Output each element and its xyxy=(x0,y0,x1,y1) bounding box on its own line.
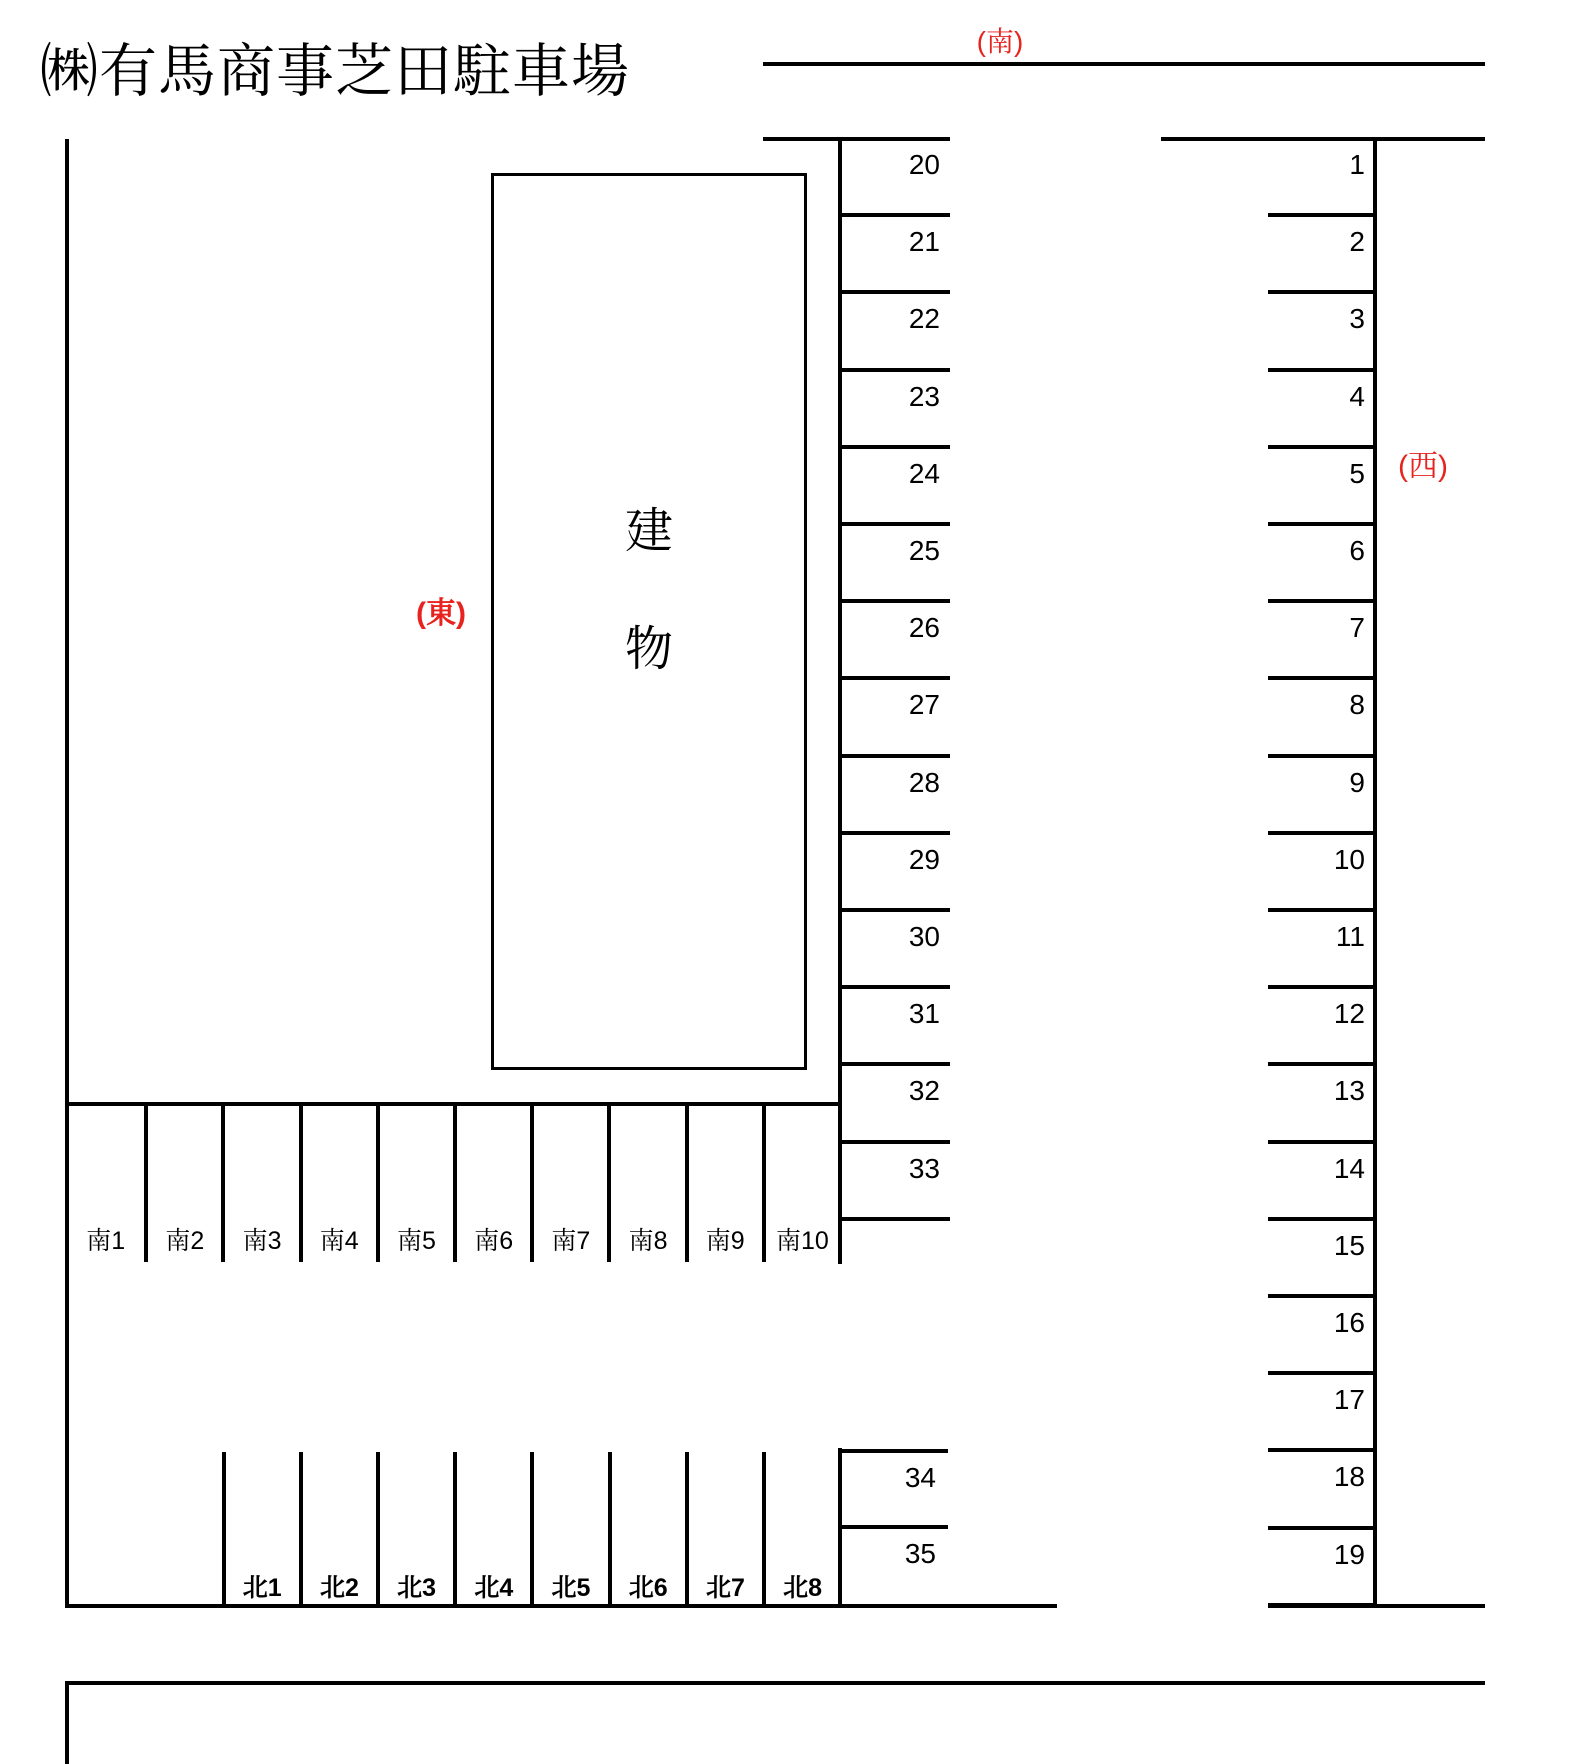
direction-label-east: (東) xyxy=(416,597,466,630)
stall-26: 26 xyxy=(842,603,950,680)
stall-13: 13 xyxy=(1268,1066,1375,1143)
building-label-char: 建 xyxy=(624,505,673,558)
stall-27: 27 xyxy=(842,680,950,757)
stall-18: 18 xyxy=(1268,1452,1375,1529)
stall-south-1: 南1 xyxy=(86,1227,126,1255)
stall-10: 10 xyxy=(1268,835,1375,912)
stall-south-4: 南4 xyxy=(299,1106,376,1262)
stall-19: 19 xyxy=(1268,1530,1375,1607)
stall-south-7: 南7 xyxy=(530,1106,607,1262)
stall-23: 23 xyxy=(842,372,950,449)
stall-32: 32 xyxy=(842,1066,950,1143)
stall-24: 24 xyxy=(842,449,950,526)
stall-south-6: 南6 xyxy=(453,1106,530,1262)
stall-south-3: 南3 xyxy=(221,1106,298,1262)
stall-31: 31 xyxy=(842,989,950,1066)
stall-north-1: 北1 xyxy=(222,1452,299,1607)
south-road-edge-line xyxy=(763,62,1485,66)
left-boundary-line xyxy=(65,139,69,1606)
stall-14: 14 xyxy=(1268,1144,1375,1221)
stall-7: 7 xyxy=(1268,603,1375,680)
stall-north-6: 北6 xyxy=(608,1452,685,1607)
stall-9: 9 xyxy=(1268,758,1375,835)
stall-south-10: 南10 xyxy=(762,1106,839,1262)
stall-22: 22 xyxy=(842,294,950,371)
stall-20: 20 xyxy=(842,140,950,217)
stall-north-5: 北5 xyxy=(530,1452,607,1607)
stall-south-9: 南9 xyxy=(685,1106,762,1262)
stall-3: 3 xyxy=(1268,294,1375,371)
stall-11: 11 xyxy=(1268,912,1375,989)
stall-1: 1 xyxy=(1268,140,1375,217)
stall-17: 17 xyxy=(1268,1375,1375,1452)
stall-15: 15 xyxy=(1268,1221,1375,1298)
stall-29: 29 xyxy=(842,835,950,912)
stall-34: 34 xyxy=(838,1449,948,1529)
direction-label-south: (南) xyxy=(976,26,1024,57)
stall-north-7: 北7 xyxy=(685,1452,762,1607)
building-outline xyxy=(491,173,807,1070)
stall-north-4: 北4 xyxy=(453,1452,530,1607)
stall-south-8: 南8 xyxy=(607,1106,684,1262)
stall-north-8: 北8 xyxy=(762,1452,839,1607)
stall-12: 12 xyxy=(1268,989,1375,1066)
stall-south-5: 南5 xyxy=(376,1106,453,1262)
stall-south-2: 南2 xyxy=(144,1106,221,1262)
direction-label-west: (西) xyxy=(1398,450,1448,483)
stall-north-3: 北3 xyxy=(376,1452,453,1607)
stall-2: 2 xyxy=(1268,217,1375,294)
stall-north-2: 北2 xyxy=(299,1452,376,1607)
bottom-area-left-line xyxy=(65,1681,69,1764)
stall-5: 5 xyxy=(1268,449,1375,526)
bottom-area-top-line xyxy=(65,1681,1485,1685)
stall-33: 33 xyxy=(842,1144,950,1221)
stall-30: 30 xyxy=(842,912,950,989)
stall-28: 28 xyxy=(842,758,950,835)
stall-4: 4 xyxy=(1268,372,1375,449)
stall-21: 21 xyxy=(842,217,950,294)
page-title: ㈱有馬商事芝田駐車場 xyxy=(40,39,631,104)
stall-6: 6 xyxy=(1268,526,1375,603)
stall-8: 8 xyxy=(1268,680,1375,757)
stall-16: 16 xyxy=(1268,1298,1375,1375)
stall-25: 25 xyxy=(842,526,950,603)
building-label-char: 物 xyxy=(624,623,673,676)
stall-35: 35 xyxy=(904,1537,936,1569)
